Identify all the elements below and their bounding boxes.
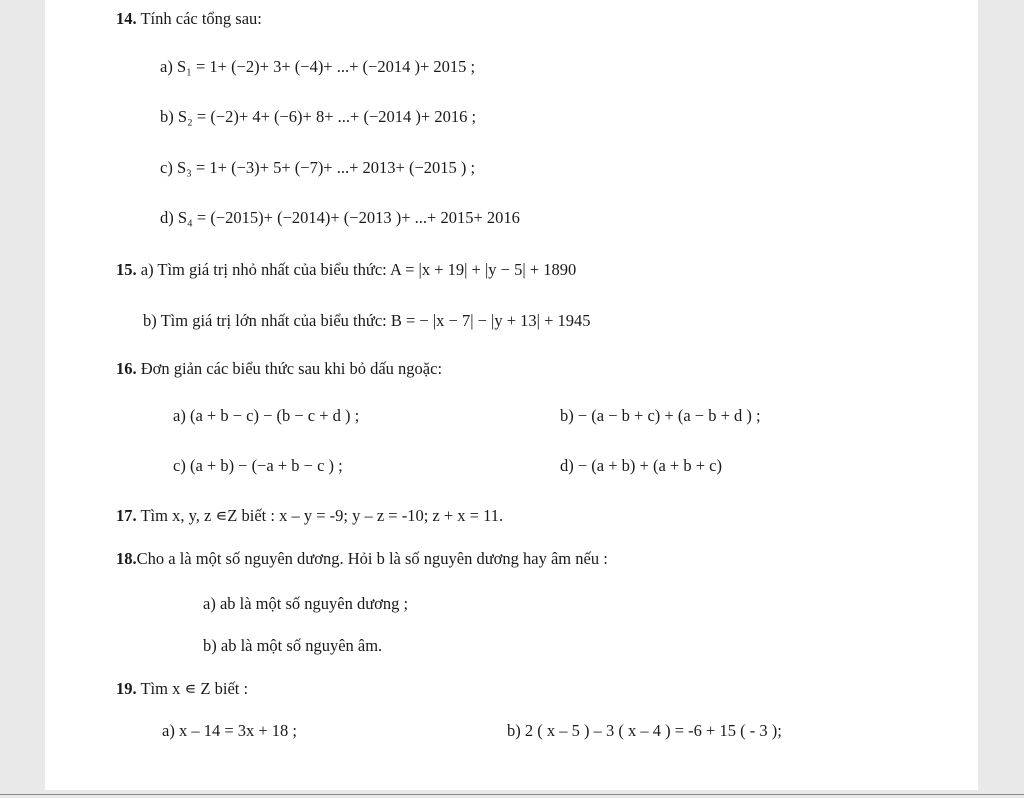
- problem-16-title: Đơn giản các biểu thức sau khi bỏ dấu ngoặc:: [140, 359, 443, 378]
- problem-15-number: 15.: [116, 260, 137, 279]
- problem-15-a: a) Tìm giá trị nhỏ nhất của biểu thức: A = |x + 19| + |y − 5| + 1890: [140, 260, 577, 279]
- problem-17-number: 17.: [116, 506, 137, 525]
- problem-19-a: a) x – 14 = 3x + 18 ;: [162, 721, 298, 740]
- problem-19-text: Tìm x ∊ Z biết :: [140, 679, 249, 698]
- problem-19-number: 19.: [116, 679, 137, 698]
- problem-18-text: Cho a là một số nguyên dương. Hỏi b là số nguyên dương hay âm nếu :: [136, 549, 608, 568]
- problem-15-a-line: [116, 260, 576, 280]
- problem-19-b: b) 2 ( x – 5 ) – 3 ( x – 4 ) = -6 + 15 ( - 3 );: [507, 721, 782, 740]
- problem-16-c: c) (a + b) − (−a + b − c ) ;: [173, 456, 343, 475]
- problem-14-number: 14.: [116, 9, 137, 28]
- problem-16-d: d) − (a + b) + (a + b + c): [560, 456, 722, 475]
- problem-18-number: 18.: [116, 549, 137, 568]
- problem-14-title: Tính các tổng sau:: [140, 9, 262, 28]
- problem-18-a: a) ab là một số nguyên dương ;: [203, 594, 409, 613]
- problem-19-line: [116, 679, 248, 699]
- page-divider: [0, 794, 1024, 795]
- problem-17-line: [116, 506, 503, 526]
- problem-17-text: Tìm x, y, z ∊Z biết : x – y = -9; y – z = -10; z + x = 11.: [140, 506, 504, 525]
- problem-16-a: a) (a + b − c) − (b − c + d ) ;: [173, 406, 360, 425]
- problem-14-heading: [116, 9, 262, 29]
- problem-16-b: b) − (a − b + c) + (a − b + d ) ;: [560, 406, 761, 425]
- problem-14-c: c) S₃ = 1+ (−3)+ 5+ (−7)+ ...+ 2013+ (−2015 ) ;: [160, 158, 476, 177]
- problem-14-d: d) S₄ = (−2015)+ (−2014)+ (−2013 )+ ...+ 2015+ 2016: [160, 208, 520, 227]
- problem-18-b: b) ab là một số nguyên âm.: [203, 636, 383, 655]
- problem-15-b: b) Tìm giá trị lớn nhất của biểu thức: B = − |x − 7| − |y + 13| + 1945: [143, 311, 591, 330]
- problem-16-number: 16.: [116, 359, 137, 378]
- problem-14-a: a) S₁ = 1+ (−2)+ 3+ (−4)+ ...+ (−2014 )+ 2015 ;: [160, 57, 476, 76]
- problem-14-b: b) S₂ = (−2)+ 4+ (−6)+ 8+ ...+ (−2014 )+ 2016 ;: [160, 107, 477, 126]
- problem-18-line: [116, 549, 608, 569]
- problem-16-heading: [116, 359, 442, 379]
